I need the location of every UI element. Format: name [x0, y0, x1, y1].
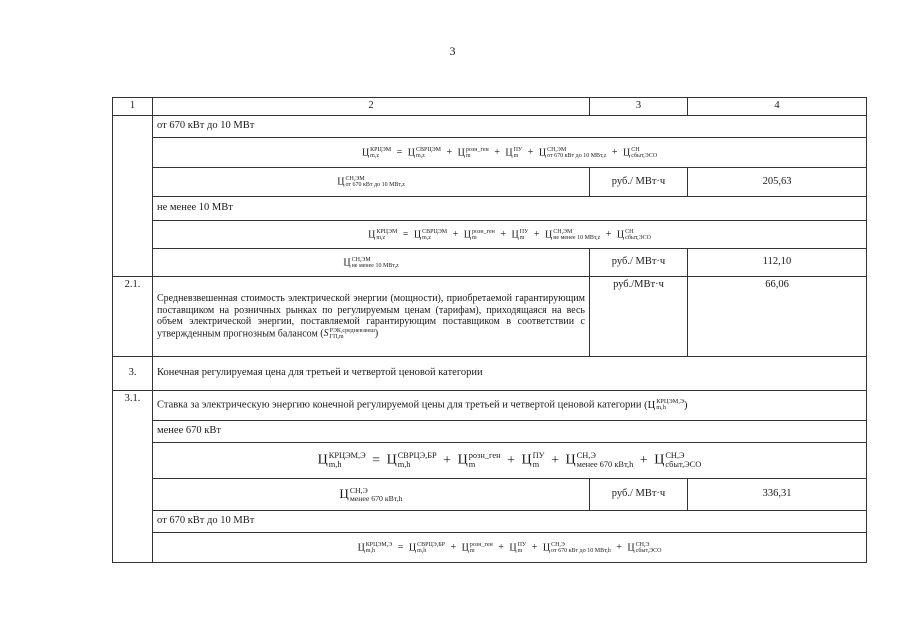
formula: Ц КРЦЭМ m,z = Ц СВРЦЭМ m,z + Ц розн_ген m + Ц ПУ m + Ц СН,ЭМ не менее 10 МВт,z + Ц СН сбыт,ЭСО [153, 221, 867, 249]
weighted-cost-symbol: (S РЭК,средневзвеш ГП,m ) [320, 327, 379, 340]
variable-name: Ц СН,ЭМ от 670 кВт до 10 МВт,z [153, 168, 590, 197]
unit: руб./ МВт·ч [590, 479, 688, 511]
table-row [113, 249, 867, 277]
row-number: 3.1. [113, 391, 153, 563]
formula: Ц КРЦЭМ m,z = Ц СВРЦЭМ m,z + Ц розн_ген m + Ц ПУ m + Ц СН,ЭМ от 670 кВт до 10 МВт,z + Ц СН сбыт,ЭСО [153, 138, 867, 168]
table-row [113, 116, 867, 138]
value: 336,31 [688, 479, 867, 511]
table-row [113, 511, 867, 533]
header-col-2: 2 [153, 98, 590, 116]
table-row [113, 391, 867, 421]
row-number: 3. [113, 357, 153, 391]
group-label: не менее 10 МВт [153, 197, 867, 221]
table-row [113, 168, 867, 197]
header-row [113, 98, 867, 116]
table-row [113, 443, 867, 479]
value: 112,10 [688, 249, 867, 277]
row-description: Средневзвешенная стоимость электрической энергии (мощности), приобретаемой гарантирующим поставщиком на розничных рынках по регулируемым ценам (тарифам), приходящаяся на весь объем электрической энергии, поставляемой гарантирующим поставщиком в соответствии с утвержденным прогнозным балансом (S РЭК,средневзвеш ГП,m ) [153, 277, 590, 357]
group-label: от 670 кВт до 10 МВт [153, 511, 867, 533]
group-label: от 670 кВт до 10 МВт [153, 116, 867, 138]
variable-name: Ц СН,ЭМ не менее 10 МВт,z [153, 249, 590, 277]
unit: руб./ МВт·ч [590, 249, 688, 277]
table-row [113, 533, 867, 563]
value: 205,63 [688, 168, 867, 197]
header-col-3: 3 [590, 98, 688, 116]
group-label: менее 670 кВт [153, 421, 867, 443]
unit: руб./ МВт·ч [590, 168, 688, 197]
tariff-table [112, 97, 867, 563]
table-row [113, 277, 867, 357]
formula: Ц КРЦЭМ,Э m,h = Ц СВРЦЭ,БР m,h + Ц розн_ген m + Ц ПУ m + Ц СН,Э от 670 кВт до 10 МВт,h + Ц СН,Э сбыт,ЭСО [153, 533, 867, 563]
value: 66,06 [688, 277, 867, 357]
variable-name: Ц СН,Э менее 670 кВт,h [153, 479, 590, 511]
table-row [113, 197, 867, 221]
table-row [113, 479, 867, 511]
table-row [113, 138, 867, 168]
table-row [113, 221, 867, 249]
row-number: 2.1. [113, 277, 153, 357]
row-number-empty [113, 116, 153, 277]
header-col-1: 1 [113, 98, 153, 116]
row-description: Ставка за электрическую энергию конечной регулируемой цены для третьей и четвертой ценовой категории (Ц КРЦЭМ,Э m,h ) [153, 391, 867, 421]
table-row [113, 421, 867, 443]
table-row [113, 357, 867, 391]
row-description: Конечная регулируемая цена для третьей и четвертой ценовой категории [153, 357, 867, 391]
formula: Ц КРЦЭМ,Э m,h = Ц СВРЦЭ,БР m,h + Ц розн_ген m + Ц ПУ m + Ц СН,Э менее 670 кВт,h + Ц СН,Э сбыт,ЭСО [153, 443, 867, 479]
page-number: 3 [449, 44, 456, 58]
header-col-4: 4 [688, 98, 867, 116]
unit: руб./МВт·ч [590, 277, 688, 357]
